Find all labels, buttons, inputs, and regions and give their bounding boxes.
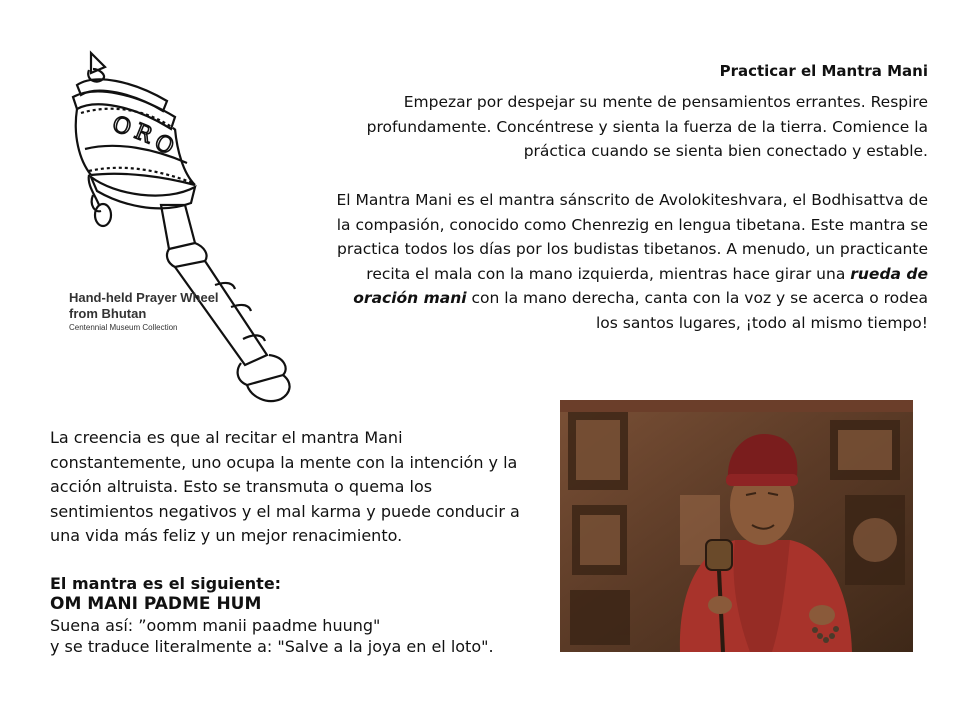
mantra-sound: Suena así: ”oomm manii paadme huung" [50,616,381,635]
mantra-block [50,573,540,657]
description-text-after: con la mano derecha, canta con la voz y se acerca o rodea los santos lugares, ¡todo al mismo tiempo! [466,289,928,332]
prayer-wheel-figure [55,45,355,420]
mantra-translation: y se traduce literalmente a: "Salve a la joya en el loto". [50,637,494,656]
svg-text:O: O [150,129,178,161]
caption-line-1: Hand-held Prayer Wheel [69,290,219,305]
description-text-before: El Mantra Mani es el mantra sánscrito de Avolokiteshvara, el Bodhisattva de la compasión, conocido como Chenrezig en lengua tibetana. Este mantra se practica todos los días por los budistas tibetanos. A menudo, un practicante recita el mala con la mano izquierda, mientras hace girar una [336,191,928,283]
mantra-text: OM MANI PADME HUM [50,594,262,614]
prayer-wheel-drawing [55,45,355,420]
page-title: Practicar el Mantra Mani [719,62,928,80]
svg-text:R: R [130,119,156,149]
description-emphasis: rueda de oración mani [353,264,928,308]
mantra-heading: El mantra es el siguiente: [50,574,282,593]
monk-photo-drawing [560,400,913,652]
belief-paragraph: La creencia es que al recitar el mantra Mani constantemente, uno ocupa la mente con la intención y la acción altruista. Esto se transmuta o quema los sentimientos negativos y el mal karma y puede conducir a una vida más feliz y un mejor renacimiento. [50,428,520,545]
caption-line-3: Centennial Museum Collection [69,323,178,332]
svg-text:O: O [109,111,135,142]
figure-caption [69,290,244,333]
monk-photo [560,400,913,652]
intro-paragraph: Empezar por despejar su mente de pensamientos errantes. Respire profundamente. Concéntrese y sienta la fuerza de la tierra. Comience la práctica cuando se sienta bien conectado y estable. [366,93,928,161]
caption-line-2: from Bhutan [69,306,147,321]
description-paragraph [328,188,928,336]
